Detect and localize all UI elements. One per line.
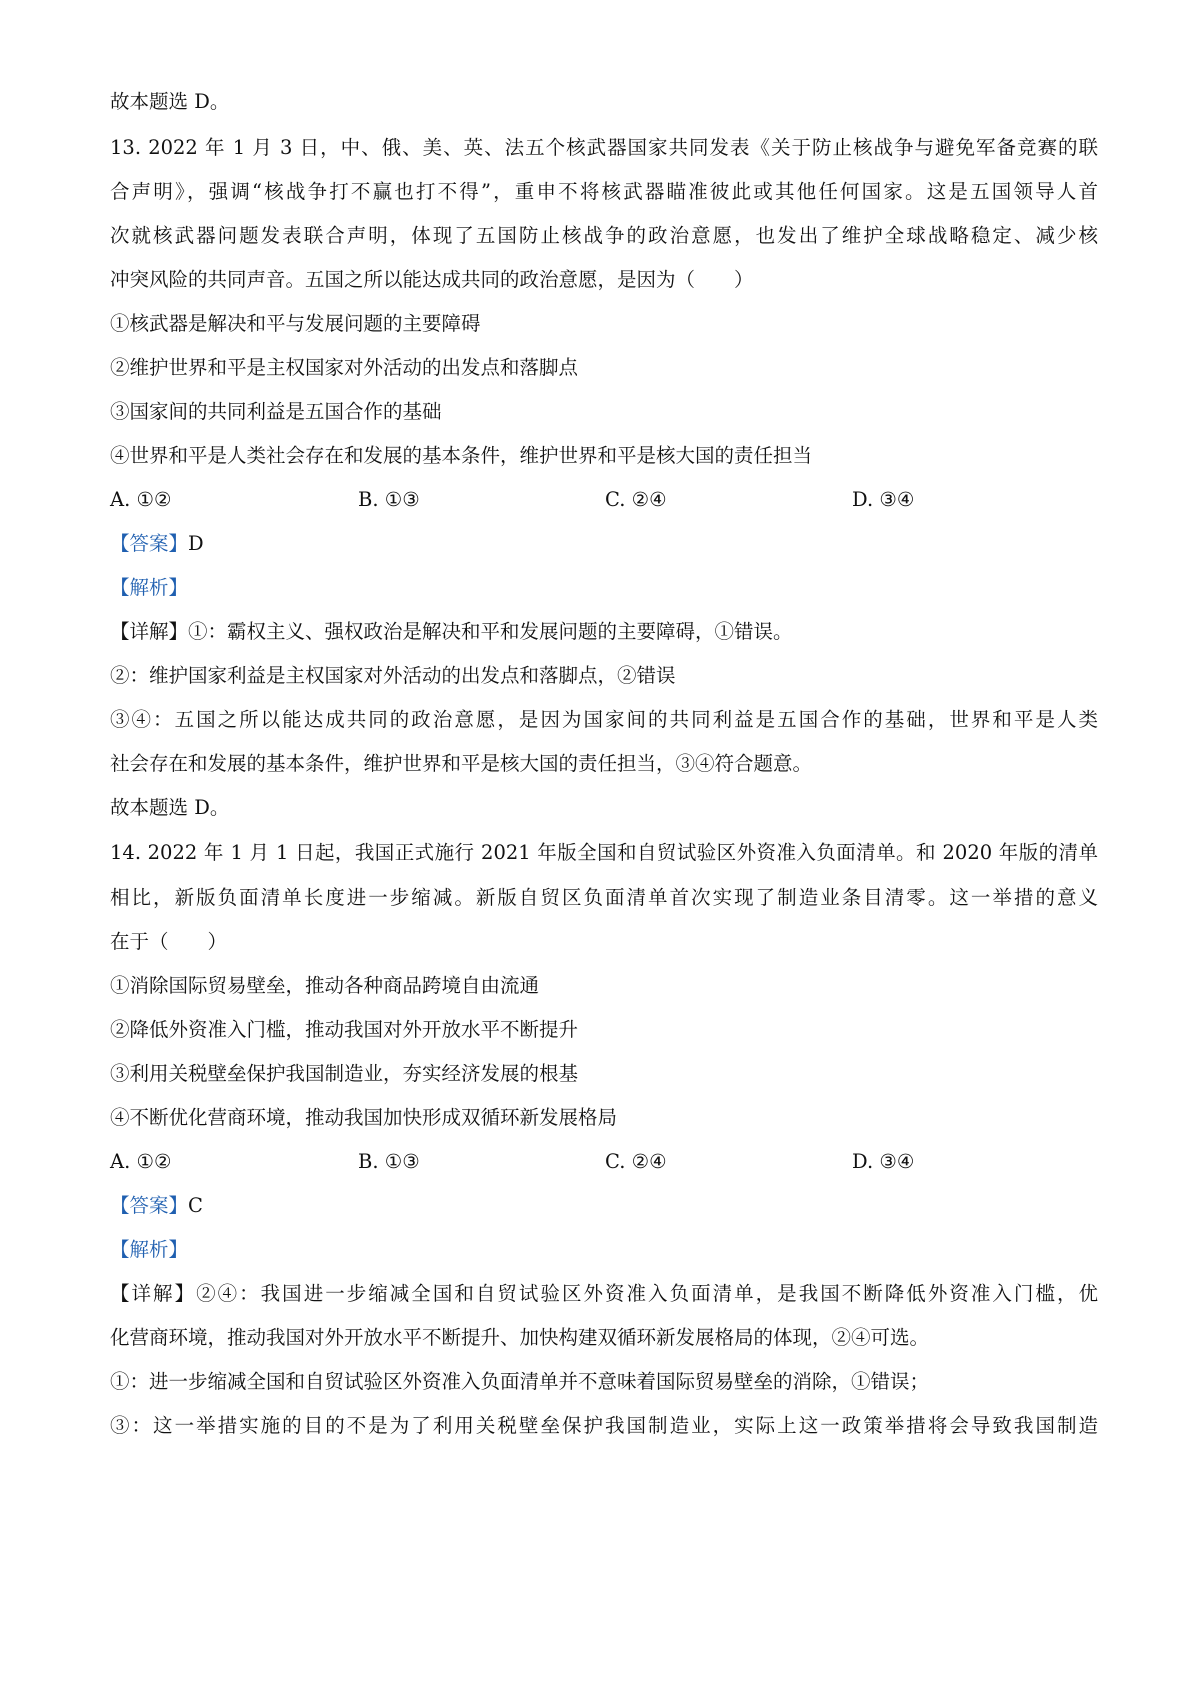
q14-statement-1: ①消除国际贸易壁垒，推动各种商品跨境自由流通 xyxy=(110,974,540,997)
q14-detail-line-2: 化营商环境，推动我国对外开放水平不断提升、加快构建双循环新发展格局的体现，②④可选。 xyxy=(110,1326,930,1349)
q13-statement-2: ②维护世界和平是主权国家对外活动的出发点和落脚点 xyxy=(110,356,579,379)
q13-option-b: B. ①③ xyxy=(358,488,420,511)
answer-label: 【答案】 xyxy=(110,1194,189,1217)
q13-detail-line-4: 社会存在和发展的基本条件，维护世界和平是核大国的责任担当，③④符合题意。 xyxy=(110,752,813,775)
q14-detail-line-4: ③：这一举措实施的目的不是为了利用关税壁垒保护我国制造业，实际上这一政策举措将会导致我国制造 xyxy=(110,1414,1098,1437)
q13-stem-line-2: 合声明》，强调“核战争打不赢也打不得”，重申不将核武器瞄准彼此或其他任何国家。这是五国领导人首 xyxy=(110,180,1098,203)
q13-statement-1: ①核武器是解决和平与发展问题的主要障碍 xyxy=(110,312,481,335)
q14-option-a: A. ①② xyxy=(110,1150,172,1173)
q14-stem-line-2: 相比，新版负面清单长度进一步缩减。新版自贸区负面清单首次实现了制造业条目清零。这一举措的意义 xyxy=(110,886,1098,909)
q14-option-b: B. ①③ xyxy=(358,1150,420,1173)
q13-detail-line-1: 【详解】①：霸权主义、强权政治是解决和平和发展问题的主要障碍，①错误。 xyxy=(110,620,793,643)
q14-analysis xyxy=(110,1236,188,1264)
q14-statement-3: ③利用关税壁垒保护我国制造业，夯实经济发展的根基 xyxy=(110,1062,579,1085)
q13-option-a: A. ①② xyxy=(110,488,172,511)
conclusion-q12: 故本题选 D。 xyxy=(110,90,230,113)
q13-answer xyxy=(110,530,204,558)
q13-stem-line-4: 冲突风险的共同声音。五国之所以能达成共同的政治意愿，是因为（ ） xyxy=(110,268,754,291)
q14-detail-line-3: ①：进一步缩减全国和自贸试验区外资准入负面清单并不意味着国际贸易壁垒的消除，①错误； xyxy=(110,1370,930,1393)
q13-option-d: D. ③④ xyxy=(852,488,915,511)
q14-answer xyxy=(110,1192,203,1220)
q14-stem-line-3: 在于（ ） xyxy=(110,930,228,953)
answer-value: C xyxy=(188,1194,203,1217)
answer-label: 【答案】 xyxy=(110,532,189,555)
answer-value: D xyxy=(188,532,204,555)
q13-detail-line-3: ③④：五国之所以能达成共同的政治意愿，是因为国家间的共同利益是五国合作的基础，世界和平是人类 xyxy=(110,708,1098,731)
q14-stem-line-1: 14. 2022 年 1 月 1 日起，我国正式施行 2021 年版全国和自贸试验区外资准入负面清单。和 2020 年版的清单 xyxy=(110,841,1098,864)
q13-stem-line-3: 次就核武器问题发表联合声明，体现了五国防止核战争的政治意愿，也发出了维护全球战略稳定、减少核 xyxy=(110,224,1098,247)
q14-option-d: D. ③④ xyxy=(852,1150,915,1173)
analysis-label: 【解析】 xyxy=(110,576,189,599)
q13-stem-line-1: 13. 2022 年 1 月 3 日，中、俄、美、英、法五个核武器国家共同发表《关于防止核战争与避免军备竞赛的联 xyxy=(110,136,1098,159)
q13-option-c: C. ②④ xyxy=(605,488,667,511)
q14-option-c: C. ②④ xyxy=(605,1150,667,1173)
q13-analysis xyxy=(110,574,188,602)
analysis-label: 【解析】 xyxy=(110,1238,189,1261)
q13-statement-4: ④世界和平是人类社会存在和发展的基本条件，维护世界和平是核大国的责任担当 xyxy=(110,444,813,467)
q13-detail-line-2: ②：维护国家利益是主权国家对外活动的出发点和落脚点，②错误 xyxy=(110,664,676,687)
q14-statement-4: ④不断优化营商环境，推动我国加快形成双循环新发展格局 xyxy=(110,1106,618,1129)
q14-detail-line-1: 【详解】②④：我国进一步缩减全国和自贸试验区外资准入负面清单，是我国不断降低外资准入门槛，优 xyxy=(110,1282,1098,1305)
conclusion-q13: 故本题选 D。 xyxy=(110,796,230,819)
q13-statement-3: ③国家间的共同利益是五国合作的基础 xyxy=(110,400,442,423)
q14-statement-2: ②降低外资准入门槛，推动我国对外开放水平不断提升 xyxy=(110,1018,579,1041)
